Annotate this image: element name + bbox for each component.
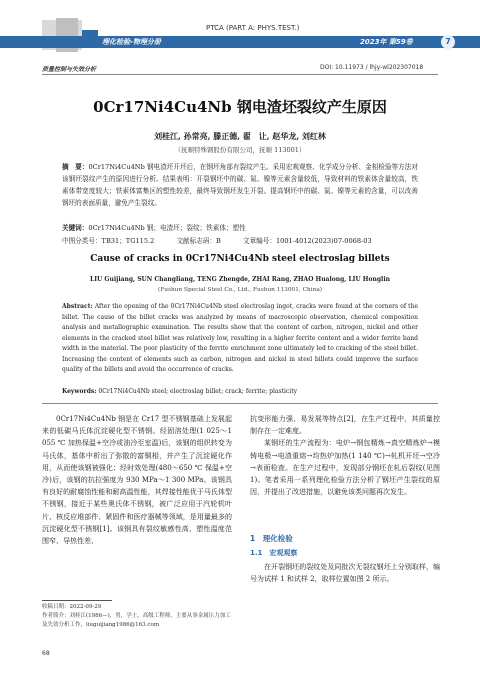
title-cn: 0Cr17Ni4Cu4Nb 钢电渣坯裂纹产生原因 (93, 98, 387, 116)
affiliation-en: (Fushun Special Steel Co., Ltd., Fushun 113001, China) (157, 287, 323, 293)
footnote-rule (42, 600, 112, 601)
title-en: Cause of cracks in 0Cr17Ni4Cu4Nb steel electroslag billets (90, 254, 390, 264)
abstract-cn-label: 摘 要： (62, 163, 89, 171)
journal-name: PTCA (PART A: PHYS.TEST.) (206, 24, 300, 32)
clc-number: 中图分类号：TB31；TG115.2 (62, 237, 155, 245)
received-date: 收稿日期：2022-09-29 (42, 604, 102, 610)
page-number: 68 (42, 650, 50, 657)
author-info: 作者简介：刘桂江(1986—)，男，学士，高级工程师，主要从事金属压力加工及失效分析工作，liuguijiang1986@163.com (42, 613, 231, 628)
header-rule (42, 74, 438, 75)
keywords-cn (62, 222, 418, 232)
abstract-en (62, 302, 418, 376)
body-paragraph: 在开裂钢坯的裂纹处及同批次无裂纹钢坯上分别取样，编号为试样 1 和试样 2，取样位置如图 2 所示。 (250, 563, 440, 584)
subsection-heading: 1.1 宏观观察 (250, 549, 298, 557)
body-right-column-continued (250, 561, 440, 585)
keywords-cn-label: 关键词： (62, 224, 89, 232)
classification-meta (62, 235, 418, 245)
keywords-cn-text: 0Cr17Ni4Cu4Nb 钢；电渣坯；裂纹；铁素体；塑性 (88, 224, 246, 232)
section-label: 理化检验-物理分册 (102, 38, 161, 46)
abstract-en-text: After the opening of the 0Cr17Ni4Cu4Nb steel electroslag ingot, cracks were found at the corners of the billet. The cause of the billet cracks was analyzed by means of macroscopic observation, chemical composition analysis and metallographic examination. The results show that the content of carbon, nitrogen, nickel and other elements in the cracked steel billet was relatively low, resulting in a higher ferrite content and a wider ferrite band width in the material. The poor plasticity of the ferrite enrichment zone ultimately led to cracking of the steel billet. Increasing the content of elements such as carbon, nitrogen and nickel in steel billets could improve the surface quality of the billets and avoid the occurrence of cracks. (62, 303, 418, 373)
abstract-cn (62, 161, 418, 209)
section-heading: 1 理化检验 (250, 534, 293, 543)
authors-cn: 刘桂江, 孙常亮, 滕正德, 翟 让, 赵华龙, 刘红林 (154, 131, 326, 141)
keywords-en-text: 0Cr17Ni4Cu4Nb steel; electroslag billet; crack; ferrite; plasticity (98, 388, 298, 395)
authors-en: LIU Guijiang, SUN Changliang, TENG Zhengde, ZHAI Rang, ZHAO Hualong, LIU Honglin (90, 276, 390, 283)
keywords-en-label: Keywords: (62, 388, 97, 395)
footnote (42, 603, 232, 630)
abstract-cn-text: 0Cr17Ni4Cu4Nb 钢电渣坯开坯后，在钢坯角部有裂纹产生。采用宏观观察、化学成分分析、金相检验等方法对该钢坯裂纹产生的原因进行分析。结果表明：开裂钢坯中的碳、氮、镍等元素含量较低，导致材料的铁素体含量较高，铁素体带宽度较大；铁素体富集区的塑性较差，最终导致钢坯发生开裂。提高钢坯中的碳、氮、镍等元素的含量，可以改善钢坯的表面质量，避免产生裂纹。 (62, 163, 418, 207)
doc-code: 文献标志码：B (176, 237, 221, 245)
abstract-rule (42, 403, 438, 404)
abstract-en-label: Abstract: (62, 303, 93, 310)
affiliation-cn: （抚顺特殊钢股份有限公司，抚顺 113001） (174, 146, 306, 154)
body-right-column (250, 413, 440, 498)
body-paragraph: 抗变形能力强、易发展等特点[2]，在生产过程中，其质量控制存在一定难度。 (250, 415, 440, 436)
issue-label: 2023年 第59卷 (360, 38, 413, 46)
column-label: 质量控制与失效分析 (42, 66, 97, 73)
keywords-en (62, 388, 418, 395)
doi: DOI: 10.11973 / lhjy-wl202307018 (320, 64, 424, 71)
article-number: 文章编号：1001-4012(2023)07-0068-03 (242, 237, 372, 245)
body-left-column (42, 413, 232, 547)
body-paragraph: 0Cr17Ni4Cu4Nb 钢是在 Cr17 型不锈钢基础上发展起来的低碳马氏体沉淀硬化型不锈钢。经固溶处理(1 025～1 055 ℃ 加热保温+空冷或油冷至室温)后，该钢的组织转变为马氏体，基体中析出了弥散的富铜相，并产生了沉淀硬化作用，从而使该钢被强化；经时效处理(480～650 ℃ 保温+空冷)后，该钢的抗拉强度为 930 MPa～1 300 MPa。该钢具有良好的耐腐蚀性能和耐高温性能，其焊接性能优于马氏体型不锈钢，接近于某些奥氏体不锈钢，被广泛应用于汽轮机叶片、核反应堆部件、紧固件和医疗器械等领域，是用量最多的沉淀硬化型不锈钢[1]。该钢具有裂纹敏感性高、塑性温度范围窄、导热性差、 (42, 415, 232, 546)
issue-number-badge: 7 (441, 35, 455, 49)
body-paragraph: 某钢坯的生产流程为：电炉→钢包精炼→真空精炼炉→模铸电极→电渣重熔→均热炉加热(1 140 ℃)→轧机开坯→空冷→表面检查。在生产过程中，发现部分钢坯在轧后裂纹(见图1)。笔者采用一系列理化检验方法分析了钢坯产生裂纹的原因，并提出了改进措施，以避免该类问题再次发生。 (250, 439, 440, 497)
